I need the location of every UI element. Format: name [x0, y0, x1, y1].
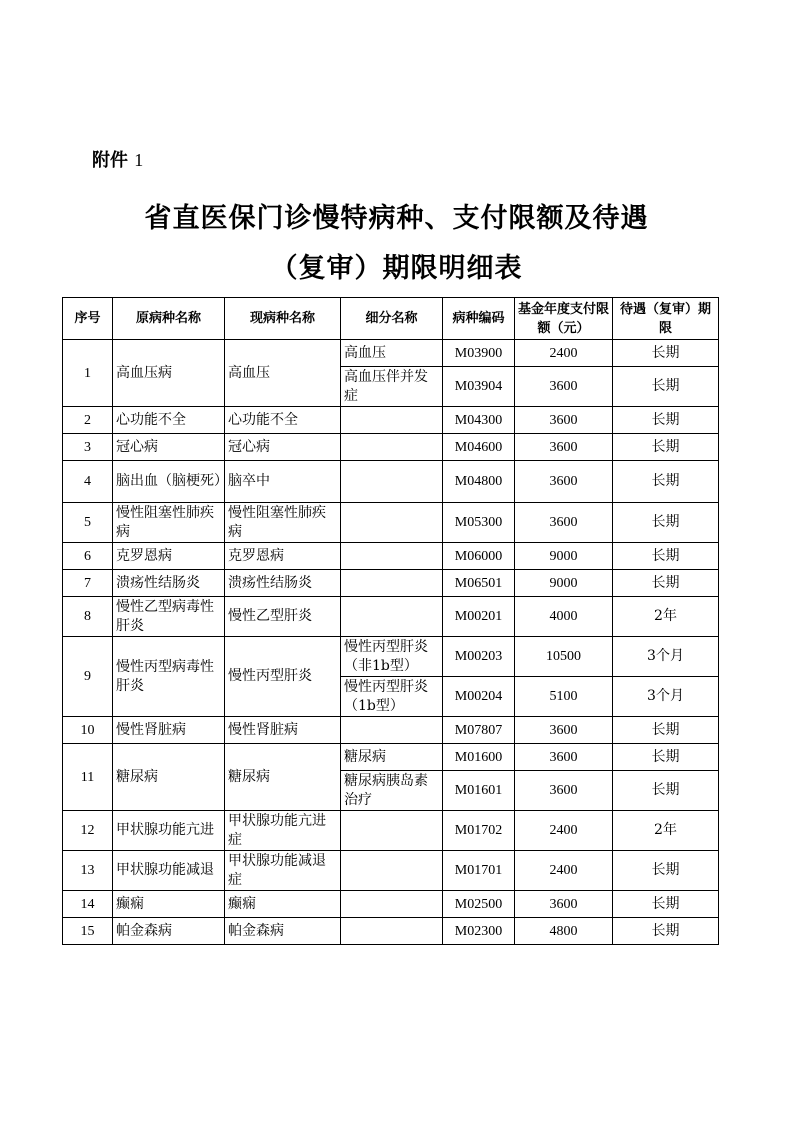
cell-period: 3个月 [613, 637, 719, 677]
cell-code: M04800 [443, 461, 515, 503]
cell-seq: 2 [63, 407, 113, 434]
cell-limit: 3600 [515, 434, 613, 461]
cell-seq: 10 [63, 717, 113, 744]
cell-limit: 9000 [515, 543, 613, 570]
cell-seq: 11 [63, 744, 113, 811]
cell-code: M02300 [443, 918, 515, 945]
cell-code: M02500 [443, 891, 515, 918]
cell-orig-name: 慢性肾脏病 [113, 717, 225, 744]
cell-new-name: 高血压 [225, 340, 341, 407]
cell-orig-name: 慢性阻塞性肺疾病 [113, 503, 225, 543]
table-row [63, 597, 719, 637]
cell-limit: 3600 [515, 744, 613, 771]
cell-sub-name [341, 597, 443, 637]
cell-period: 长期 [613, 744, 719, 771]
cell-seq: 15 [63, 918, 113, 945]
cell-seq: 13 [63, 851, 113, 891]
cell-period: 2年 [613, 597, 719, 637]
cell-limit: 3600 [515, 717, 613, 744]
cell-limit: 2400 [515, 340, 613, 367]
table-row [63, 407, 719, 434]
cell-orig-name: 心功能不全 [113, 407, 225, 434]
cell-limit: 5100 [515, 677, 613, 717]
cell-new-name: 慢性丙型肝炎 [225, 637, 341, 717]
cell-sub-name [341, 918, 443, 945]
cell-code: M03904 [443, 367, 515, 407]
cell-orig-name: 慢性丙型病毒性肝炎 [113, 637, 225, 717]
cell-period: 2年 [613, 811, 719, 851]
header-sub-name: 细分名称 [341, 298, 443, 340]
cell-code: M00204 [443, 677, 515, 717]
attachment-text: 附件 [92, 150, 128, 171]
cell-new-name: 慢性肾脏病 [225, 717, 341, 744]
cell-sub-name [341, 811, 443, 851]
cell-period: 长期 [613, 340, 719, 367]
header-orig-name: 原病种名称 [113, 298, 225, 340]
table-body [63, 340, 719, 945]
cell-limit: 3600 [515, 407, 613, 434]
cell-sub-name [341, 717, 443, 744]
table-row [63, 570, 719, 597]
cell-code: M00201 [443, 597, 515, 637]
cell-orig-name: 癫痫 [113, 891, 225, 918]
cell-period: 长期 [613, 851, 719, 891]
cell-period: 长期 [613, 570, 719, 597]
header-seq: 序号 [63, 298, 113, 340]
cell-code: M01702 [443, 811, 515, 851]
header-new-name: 现病种名称 [225, 298, 341, 340]
cell-orig-name: 糖尿病 [113, 744, 225, 811]
cell-orig-name: 甲状腺功能减退 [113, 851, 225, 891]
cell-new-name: 心功能不全 [225, 407, 341, 434]
cell-seq: 8 [63, 597, 113, 637]
cell-seq: 7 [63, 570, 113, 597]
cell-period: 长期 [613, 771, 719, 811]
cell-limit: 10500 [515, 637, 613, 677]
cell-seq: 6 [63, 543, 113, 570]
cell-sub-name [341, 891, 443, 918]
cell-period: 长期 [613, 717, 719, 744]
cell-code: M07807 [443, 717, 515, 744]
document-title-line-2: （复审）期限明细表 [270, 253, 523, 284]
table-row [63, 340, 719, 367]
cell-limit: 9000 [515, 570, 613, 597]
cell-limit: 4800 [515, 918, 613, 945]
table-row [63, 503, 719, 543]
cell-limit: 3600 [515, 367, 613, 407]
cell-seq: 1 [63, 340, 113, 407]
cell-code: M01600 [443, 744, 515, 771]
cell-sub-name: 糖尿病 [341, 744, 443, 771]
cell-sub-name: 慢性丙型肝炎（非1b型） [341, 637, 443, 677]
table-row [63, 717, 719, 744]
cell-sub-name [341, 543, 443, 570]
header-code: 病种编码 [443, 298, 515, 340]
cell-period: 长期 [613, 891, 719, 918]
disease-table [62, 297, 719, 945]
cell-code: M05300 [443, 503, 515, 543]
cell-period: 长期 [613, 407, 719, 434]
cell-limit: 4000 [515, 597, 613, 637]
cell-orig-name: 帕金森病 [113, 918, 225, 945]
table-row [63, 434, 719, 461]
cell-period: 3个月 [613, 677, 719, 717]
cell-new-name: 慢性阻塞性肺疾病 [225, 503, 341, 543]
cell-new-name: 冠心病 [225, 434, 341, 461]
cell-sub-name [341, 851, 443, 891]
cell-code: M01601 [443, 771, 515, 811]
cell-period: 长期 [613, 434, 719, 461]
cell-code: M06501 [443, 570, 515, 597]
table-row [63, 891, 719, 918]
table-row [63, 543, 719, 570]
cell-seq: 9 [63, 637, 113, 717]
cell-sub-name [341, 434, 443, 461]
cell-sub-name [341, 503, 443, 543]
header-limit: 基金年度支付限额（元） [515, 298, 613, 340]
cell-limit: 2400 [515, 811, 613, 851]
cell-new-name: 帕金森病 [225, 918, 341, 945]
cell-new-name: 慢性乙型肝炎 [225, 597, 341, 637]
attachment-label [92, 146, 143, 172]
cell-limit: 3600 [515, 461, 613, 503]
table-row [63, 744, 719, 771]
cell-code: M04300 [443, 407, 515, 434]
cell-period: 长期 [613, 461, 719, 503]
cell-new-name: 糖尿病 [225, 744, 341, 811]
attachment-number: 1 [134, 150, 144, 170]
cell-period: 长期 [613, 918, 719, 945]
cell-new-name: 溃疡性结肠炎 [225, 570, 341, 597]
cell-seq: 12 [63, 811, 113, 851]
cell-seq: 4 [63, 461, 113, 503]
cell-seq: 14 [63, 891, 113, 918]
table-row [63, 851, 719, 891]
cell-sub-name: 高血压伴并发症 [341, 367, 443, 407]
cell-code: M04600 [443, 434, 515, 461]
cell-new-name: 甲状腺功能亢进症 [225, 811, 341, 851]
cell-orig-name: 克罗恩病 [113, 543, 225, 570]
cell-code: M01701 [443, 851, 515, 891]
cell-seq: 5 [63, 503, 113, 543]
cell-orig-name: 慢性乙型病毒性肝炎 [113, 597, 225, 637]
cell-seq: 3 [63, 434, 113, 461]
cell-orig-name: 脑出血（脑梗死） [113, 461, 225, 503]
cell-limit: 3600 [515, 503, 613, 543]
table-header-row [63, 298, 719, 340]
cell-sub-name [341, 407, 443, 434]
cell-sub-name: 糖尿病胰岛素治疗 [341, 771, 443, 811]
cell-new-name: 克罗恩病 [225, 543, 341, 570]
cell-limit: 2400 [515, 851, 613, 891]
table-row [63, 918, 719, 945]
cell-sub-name: 慢性丙型肝炎（1b型） [341, 677, 443, 717]
cell-orig-name: 溃疡性结肠炎 [113, 570, 225, 597]
cell-code: M03900 [443, 340, 515, 367]
header-period: 待遇（复审）期限 [613, 298, 719, 340]
cell-period: 长期 [613, 543, 719, 570]
cell-limit: 3600 [515, 771, 613, 811]
cell-period: 长期 [613, 367, 719, 407]
cell-sub-name [341, 461, 443, 503]
cell-sub-name: 高血压 [341, 340, 443, 367]
cell-code: M06000 [443, 543, 515, 570]
cell-orig-name: 冠心病 [113, 434, 225, 461]
cell-new-name: 癫痫 [225, 891, 341, 918]
cell-orig-name: 高血压病 [113, 340, 225, 407]
cell-code: M00203 [443, 637, 515, 677]
cell-orig-name: 甲状腺功能亢进 [113, 811, 225, 851]
cell-limit: 3600 [515, 891, 613, 918]
cell-period: 长期 [613, 503, 719, 543]
table-row [63, 461, 719, 503]
cell-new-name: 甲状腺功能减退症 [225, 851, 341, 891]
cell-new-name: 脑卒中 [225, 461, 341, 503]
table-row [63, 811, 719, 851]
cell-sub-name [341, 570, 443, 597]
table-row [63, 637, 719, 677]
document-title-line-1: 省直医保门诊慢特病种、支付限额及待遇 [144, 203, 649, 234]
